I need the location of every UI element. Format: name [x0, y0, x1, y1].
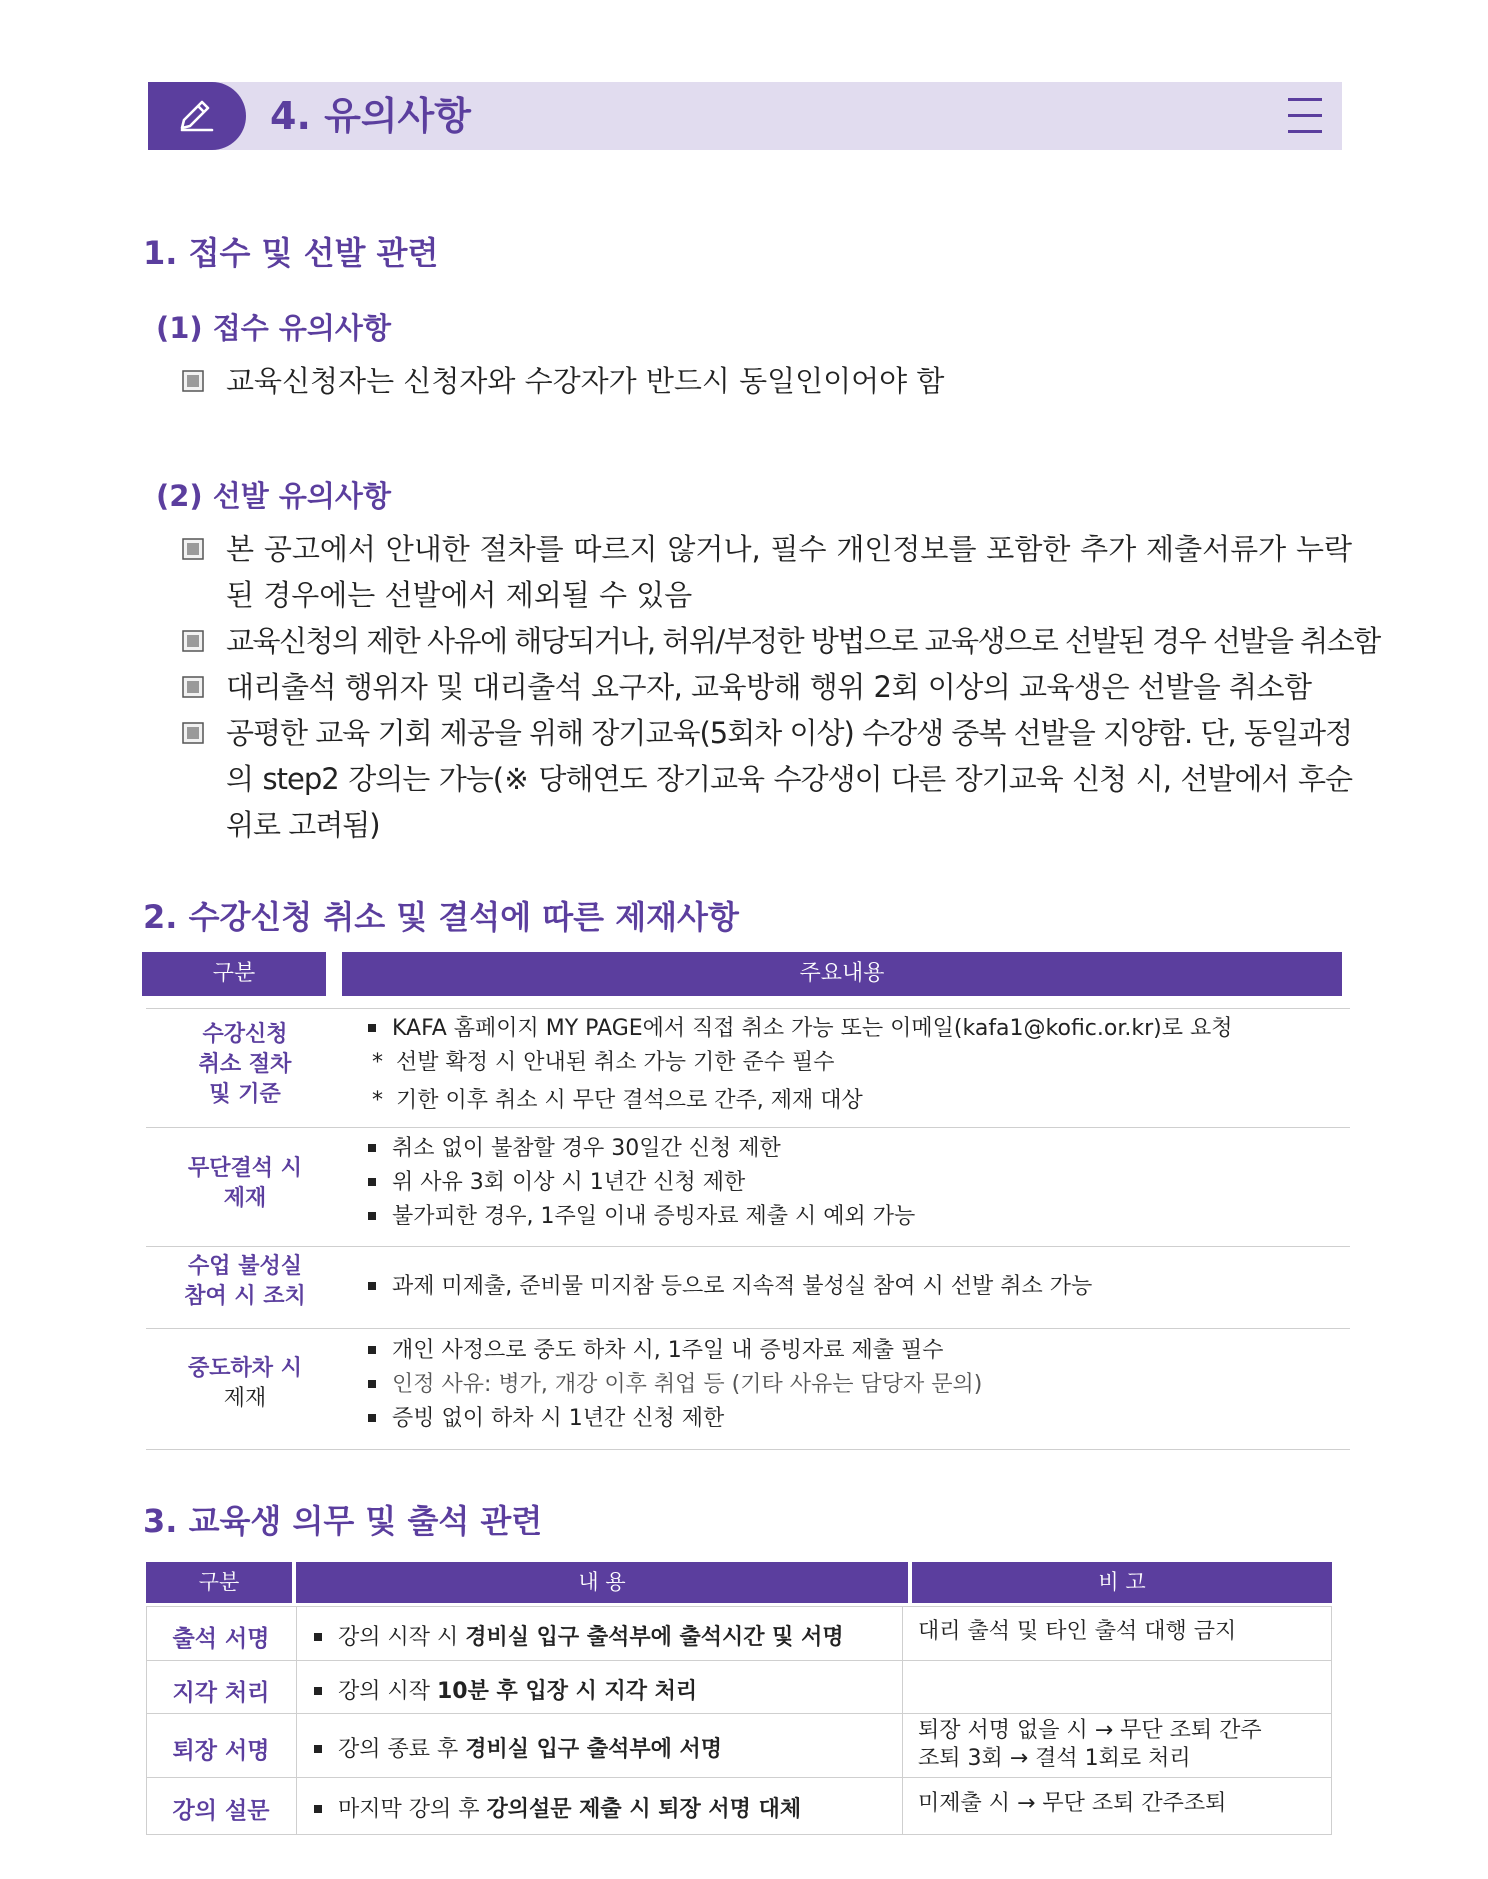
attendance-table — [146, 1562, 1332, 1835]
table3-row-note: 미제출 시 → 무단 조퇴 간주조퇴 — [918, 1791, 1227, 1816]
table2-header-category: 구분 — [142, 952, 326, 996]
list-item: 교육신청의 제한 사유에 해당되거나, 허위/부정한 방법으로 교육생으로 선발된 경우 선발을 취소함 — [182, 618, 1352, 664]
checkbox-icon — [182, 370, 204, 392]
table2-row-content: 개인 사정으로 중도 하차 시, 1주일 내 증빙자료 제출 필수 인정 사유: 병가, 개강 이후 취업 등 (기타 사유는 담당자 문의) 증빙 없이 하차 시 1년간 신청 제한 — [368, 1334, 1338, 1436]
section1-title: 1. 접수 및 선발 관련 — [143, 234, 439, 272]
table2-row-content: KAFA 홈페이지 MY PAGE에서 직접 취소 가능 또는 이메일(kafa1@kofic.or.kr)로 요청 * 선발 확정 시 안내된 취소 가능 기한 준수 필수 * 기한 이후 취소 시 무단 결석으로 간주, 제재 대상 — [368, 1012, 1338, 1118]
table3-row-content: 강의 종료 후 경비실 입구 출석부에 서명 — [314, 1732, 1034, 1763]
table3-row-label: 출석 서명 — [172, 1626, 270, 1652]
table3-header-note: 비 고 — [912, 1562, 1332, 1603]
table2-row-label: 수업 불성실 참여 시 조치 — [184, 1254, 306, 1309]
menu-icon[interactable] — [1288, 98, 1322, 134]
pencil-icon — [174, 96, 218, 136]
table3-row-label: 지각 처리 — [172, 1680, 270, 1706]
list-item: 교육신청자는 신청자와 수강자가 반드시 동일인이어야 함 — [182, 358, 1352, 404]
checkbox-icon — [182, 676, 204, 698]
table2-row-label: 무단결석 시 제재 — [188, 1156, 302, 1211]
list-item: 공평한 교육 기회 제공을 위해 장기교육(5회차 이상) 수강생 중복 선발을 지양함. 단, 동일과정의 step2 강의는 가능(※ 당해연도 장기교육 수강생이 다른 장기교육 신청 시, 선발에서 후순위로 고려됨) — [182, 710, 1352, 848]
list-item: 본 공고에서 안내한 절차를 따르지 않거나, 필수 개인정보를 포함한 추가 제출서류가 누락된 경우에는 선발에서 제외될 수 있음 — [182, 526, 1352, 618]
table3-header-content: 내 용 — [296, 1562, 908, 1603]
table2-row-content: 과제 미제출, 준비물 미지참 등으로 지속적 불성실 참여 시 선발 취소 가능 — [368, 1270, 1338, 1304]
section3-title: 3. 교육생 의무 및 출석 관련 — [143, 1502, 543, 1540]
checkbox-icon — [182, 538, 204, 560]
table2-header-content: 주요내용 — [342, 952, 1342, 996]
header-badge — [148, 82, 246, 150]
table3-row-content: 강의 시작 10분 후 입장 시 지각 처리 — [314, 1674, 1034, 1705]
checkbox-icon — [182, 630, 204, 652]
table2-row-label: 수강신청 취소 절차 및 기준 — [198, 1022, 292, 1107]
section2-title: 2. 수강신청 취소 및 결석에 따른 제재사항 — [143, 898, 739, 936]
table3-row-note: 대리 출석 및 타인 출석 대행 금지 — [918, 1619, 1237, 1644]
table2-row-label: 중도하차 시 제재 — [188, 1356, 302, 1411]
list-item: 대리출석 행위자 및 대리출석 요구자, 교육방해 행위 2회 이상의 교육생은 선발을 취소함 — [182, 664, 1352, 710]
section-header-bar — [148, 82, 1342, 150]
table3-row-label: 퇴장 서명 — [172, 1738, 270, 1764]
table3-row-content: 마지막 강의 후 강의설문 제출 시 퇴장 서명 대체 — [314, 1792, 1034, 1823]
table3-header-category: 구분 — [146, 1562, 292, 1603]
table3-row-label: 강의 설문 — [172, 1798, 270, 1824]
table2-row-content: 취소 없이 불참할 경우 30일간 신청 제한 위 사유 3회 이상 시 1년간 신청 제한 불가피한 경우, 1주일 이내 증빙자료 제출 시 예외 가능 — [368, 1132, 1338, 1234]
table3-row-content: 강의 시작 시 경비실 입구 출석부에 출석시간 및 서명 — [314, 1620, 1034, 1651]
page-title: 4. 유의사항 — [270, 94, 471, 138]
table3-row-note: 퇴장 서명 없을 시 → 무단 조퇴 간주 조퇴 3회 → 결석 1회로 처리 — [918, 1718, 1262, 1771]
checkbox-icon — [182, 722, 204, 744]
section1-sub2-title: (2) 선발 유의사항 — [156, 479, 391, 513]
section1-sub1-title: (1) 접수 유의사항 — [156, 311, 391, 345]
